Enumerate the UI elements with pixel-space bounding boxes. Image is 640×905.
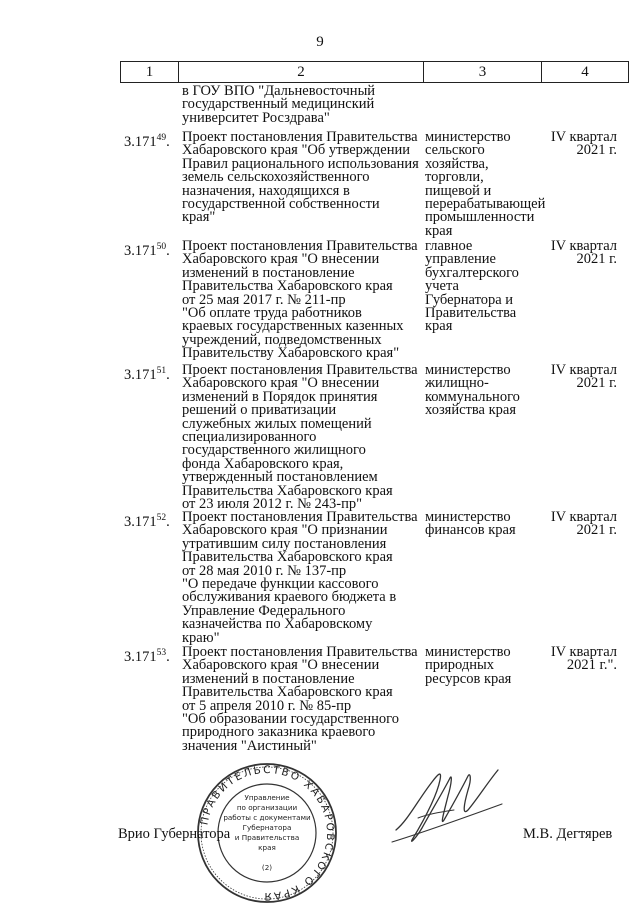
row-title: Проект постановления Правительства Хабаровского края "Об утверждении Правил рационального использования земель сельскохозяйственного назначения, находящихся в государственной собственности края" [182,129,419,226]
row-number: 3.171$^{53}$. [124,648,170,665]
seal-outer-text: ПРАВИТЕЛЬСТВО ХАБАРОВСКОГО КРАЯ [198,763,337,903]
row-title: Проект постановления Правительства Хабаровского края "О внесении изменений в Порядок принятия решений о приватизации служебных жилых помещений специализированного государственного жилищного фонда Хабаровского края, утвержденный постановлением Правительства Хабаровского края от 23 июля 2012 г. № 243-пр" [182,362,418,513]
row-number: 3.171$^{49}$. [124,133,170,150]
row-number: 3.171$^{51}$. [124,366,170,383]
row-title: Проект постановления Правительства Хабаровского края "О внесении изменений в постановление Правительства Хабаровского края от 25 мая 2017 г. № 211-пр "Об оплате труда работников краевых государственных казенных учреждений, подведомственных Правительству Хабаровского края" [182,238,418,362]
signatory-name: М.В. Дегтярев [523,826,613,842]
seal-inner-line: по организации [236,803,298,812]
row-period: IV квартал 2021 г. [550,362,617,392]
row-number: 3.171$^{52}$. [124,513,170,530]
row-title: Проект постановления Правительства Хабаровского края "О внесении изменений в постановление Правительства Хабаровского края от 5 апреля 2010 г. № 85-пр "Об образовании государственного природного заказника краевого значения "Аистиный" [182,644,418,754]
signatory-position: Врио Губернатора [118,826,231,842]
row-period: IV квартал 2021 г. [550,129,617,159]
seal-number: (2) [261,863,273,872]
seal-inner-line: и Правительства [234,833,300,842]
column-header-3: 3 [423,61,542,83]
handwritten-signature [388,760,506,852]
row-title: Проект постановления Правительства Хабаровского края "О признании утратившим силу постановления Правительства Хабаровского края от 28 мая 2010 г. № 137-пр "О передаче функции кассового обслуживания краевого бюджета в Управление Федерального казначейства по Хабаровскому краю" [182,509,418,646]
row-period: IV квартал 2021 г. [550,238,617,268]
column-header-2: 2 [178,61,424,83]
row-executor: министерство жилищно- коммунального хозяйства края [425,362,520,419]
row-executor: министерство финансов края [425,509,516,539]
seal-inner-line: края [258,843,276,852]
page-number: 9 [316,34,324,50]
row-period: IV квартал 2021 г.". [550,644,617,674]
continued-row-text: в ГОУ ВПО "Дальневосточный государственный медицинский университет Росздрава" [182,83,376,126]
seal-inner-text [223,793,311,852]
column-header-1: 1 [120,61,179,83]
row-executor: министерство природных ресурсов края [425,644,512,687]
seal-inner-line: Управление [244,793,290,802]
row-executor: главное управление бухгалтерского учета Губернатора и Правительства края [425,238,519,335]
seal-inner-line: Губернатора [242,823,292,832]
row-number: 3.171$^{50}$. [124,242,170,259]
seal-inner-line: работы с документами [223,813,311,822]
row-period: IV квартал 2021 г. [550,509,617,539]
column-header-4: 4 [541,61,629,83]
row-executor: министерство сельского хозяйства, торговли, пищевой и перерабатывающей промышленности края [425,129,546,239]
